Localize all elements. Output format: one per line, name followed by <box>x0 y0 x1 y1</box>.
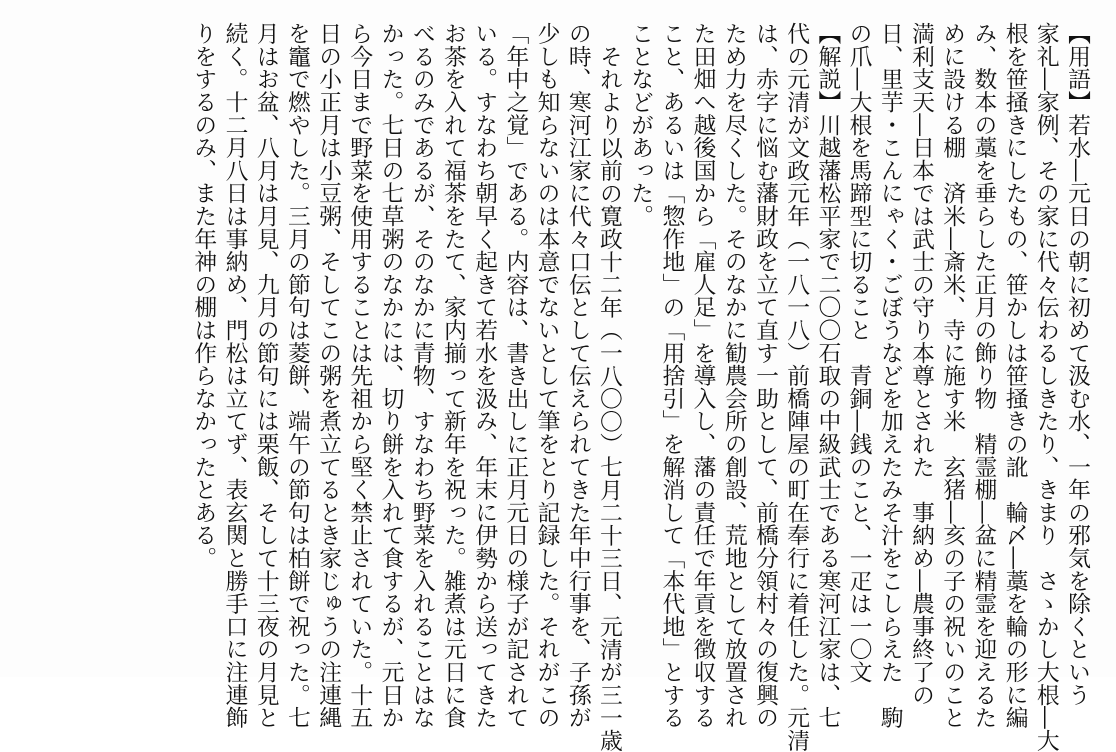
glossary-line-7: 日、里芋・こんにゃく・ごぼうなどを加えたみそ汁をこしらえた 駒 <box>876 22 903 729</box>
commentary-line-2: 代の元清が文政元年（一八一八）前橋陣屋の町在奉行に着任した。元清 <box>783 22 810 752</box>
body-line-12: 月はお盆、八月は月見、九月の節句には栗飯、そして十三夜の月見と <box>252 22 279 729</box>
body-line-14: りをするのみ、また年神の棚は作らなかったとある。 <box>190 22 217 570</box>
body-line-3: 少しも知らないのは本意でないとして筆をとり記録した。それがこの <box>533 22 560 729</box>
glossary-line-5: めに設ける棚 済米―斎米、寺に施す米 玄猪―亥の子の祝いのこと <box>939 22 966 729</box>
commentary-line-3: は、赤字に悩む藩財政を立て直す一助として、前橋分領村々の復興の <box>751 22 778 729</box>
body-line-13: 続く。十二月八日は事納め、門松は立てず、表玄関と勝手口に注連飾 <box>221 22 248 729</box>
glossary-line-2: 家礼―家例、その家に代々伝わるしきたり、きまり さゝかし大根―大 <box>1032 22 1059 752</box>
commentary-line-1: 【解説】川越藩松平家で二〇〇石取の中級武士である寒河江家は、七 <box>814 22 841 729</box>
body-line-2: の時、寒河江家に代々口伝として伝えられてきた年中行事を、子孫が <box>564 22 591 729</box>
body-line-1: それより以前の寛政十二年（一八〇〇）七月二十三日、元清が三一歳 <box>595 44 622 752</box>
body-line-11: を竈で燃やした。三月の節句は菱餅、端午の節句は柏餅で祝った。七 <box>283 22 310 729</box>
commentary-line-5: た田畑へ越後国から「雇人足」を導入し、藩の責任で年貢を徴収する <box>689 22 716 729</box>
body-line-5: いる。すなわち朝早く起きて若水を汲み、年末に伊勢から送ってきた <box>471 22 498 729</box>
body-line-6: お茶を入れて福茶をたて、家内揃って新年を祝った。雑煮は元日に食 <box>439 22 466 729</box>
glossary-line-3: 根を笹掻きにしたもの、笹かしは笹掻きの訛 輪〆―藁を輪の形に編 <box>1001 22 1028 729</box>
body-line-9: ら今日まで野菜を使用することは先祖から堅く禁止されていた。十五 <box>346 22 373 729</box>
commentary-line-7: ことなどがあった。 <box>627 22 654 228</box>
commentary-line-4: ため力を尽くした。そのなかに勧農会所の創設、荒地として放置され <box>720 22 747 729</box>
body-line-10: 日の小正月は小豆粥、そしてこの粥を煮立てるとき家じゅうの注連縄 <box>315 22 342 729</box>
body-line-7: べるのみであるが、そのなかに青物、すなわち野菜を入れることはな <box>408 22 435 729</box>
body-line-8: かった。七日の七草粥のなかには、切り餅を入れて食するが、元日か <box>377 22 404 729</box>
commentary-line-6: こと、あるいは「惣作地」の「用捨引」を解消して「本代地」とする <box>658 22 685 729</box>
glossary-line-6: 満利支天―日本では武士の守り本尊とされた 事納め―農事終了の <box>907 22 934 706</box>
vertical-text-block <box>187 22 1092 752</box>
body-line-4: 「年中之覚」である。内容は、書き出しに正月元日の様子が記されて <box>502 22 529 729</box>
glossary-line-4: み、数本の藁を垂らした正月の飾り物 精霊棚―盆に精霊を迎えるた <box>970 22 997 729</box>
glossary-line-1: 【用語】若水―元日の朝に初めて汲む水、一年の邪気を除くという <box>1064 22 1090 706</box>
glossary-line-8: の爪―大根を馬蹄型に切ること 青銅―銭のこと、一疋は一〇文 <box>845 22 872 684</box>
